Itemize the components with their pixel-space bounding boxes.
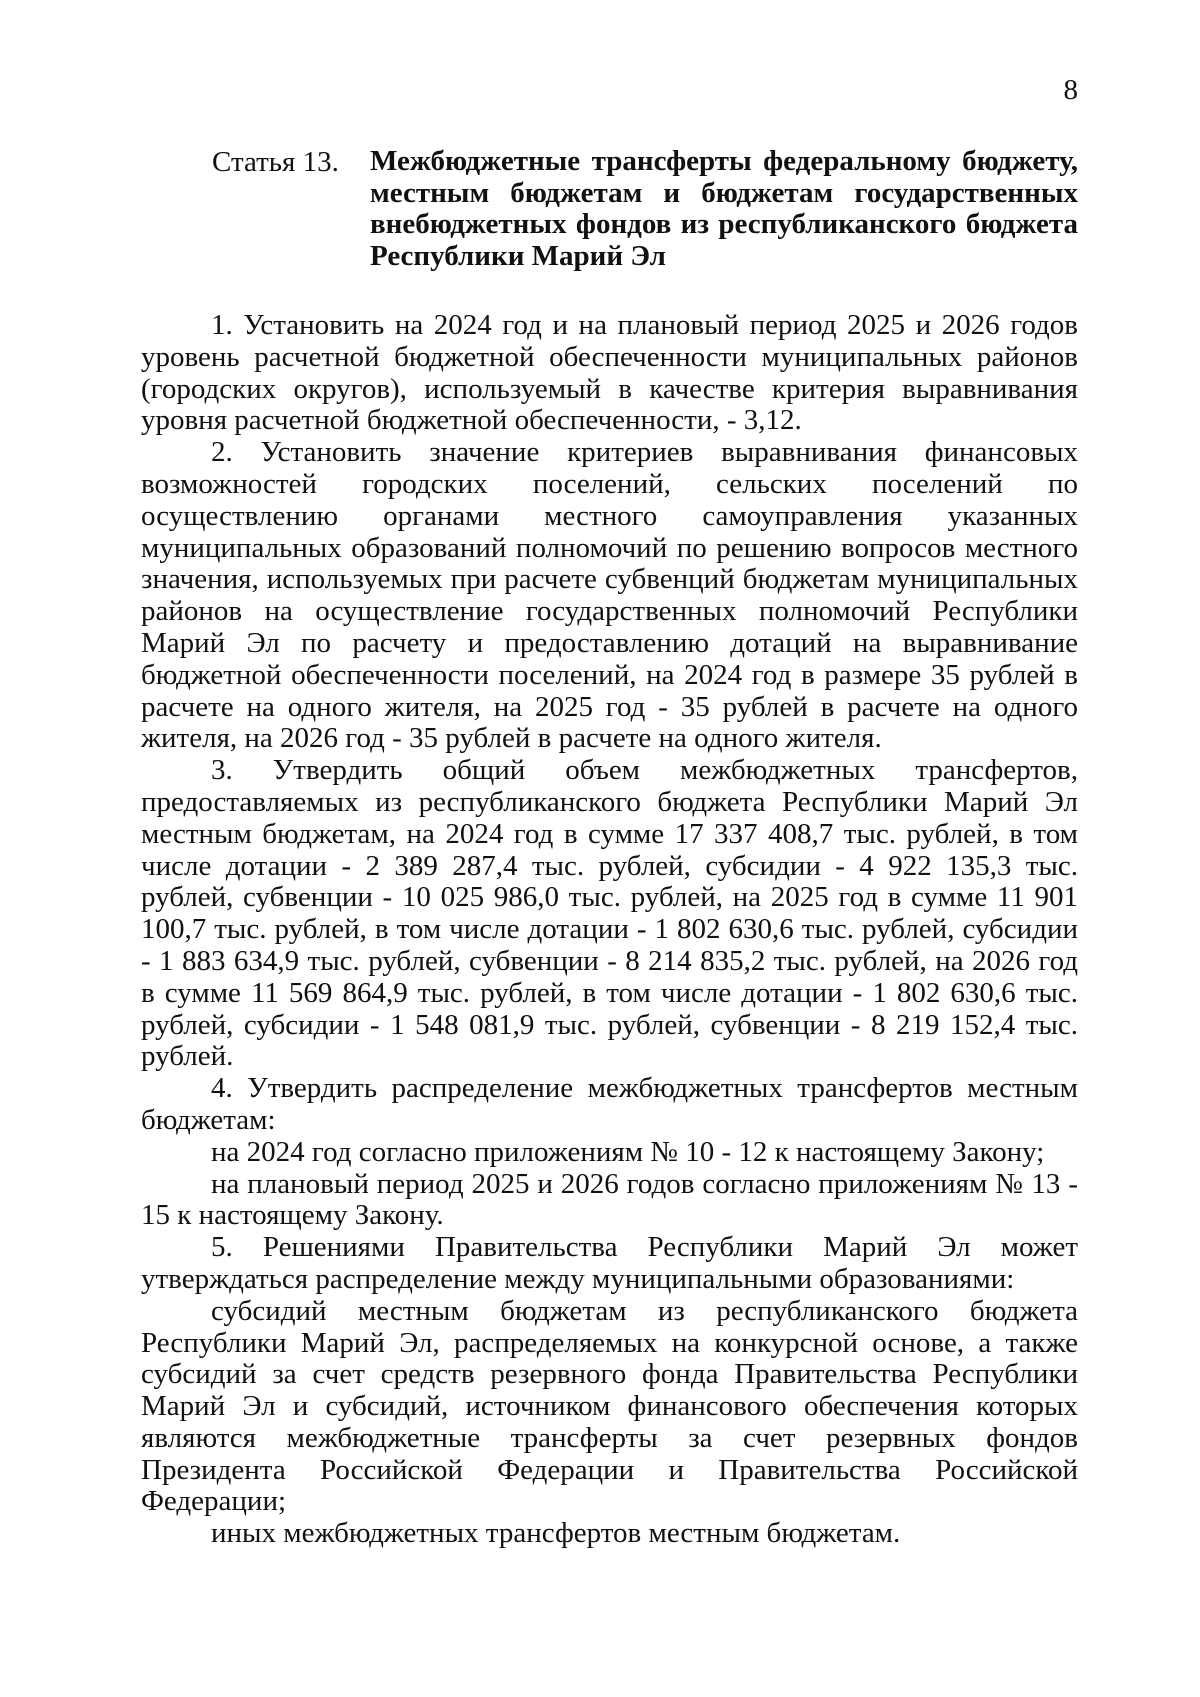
article-header: [212, 146, 1078, 272]
article-label: Статья 13.: [212, 146, 339, 178]
paragraph-5: 5. Решениями Правительства Республики Марий Эл может утверждаться распределение между муниципальными образованиями:: [141, 1231, 1078, 1295]
article-body: [141, 310, 1078, 1550]
paragraph-5-item-1: субсидий местным бюджетам из республиканского бюджета Республики Марий Эл, распределяемых на конкурсной основе, а также субсидий за счет средств резервного фонда Правительства Республики Марий Эл и субсидий, источником финансового обеспечения которых являются межбюджетные трансферты за счет резервных фондов Президента Российской Федерации и Правительства Российской Федерации;: [141, 1294, 1078, 1518]
paragraph-4-item-1: на 2024 год согласно приложениям № 10 - 12 к настоящему Закону;: [211, 1135, 1045, 1168]
paragraph-5-item-2: иных межбюджетных трансфертов местным бюджетам.: [211, 1517, 901, 1550]
page-number: 8: [1063, 74, 1078, 106]
article-title: Межбюджетные трансферты федеральному бюджету, местным бюджетам и бюджетам государственных внебюджетных фондов из республиканского бюджета Республики Марий Эл: [370, 145, 1078, 272]
paragraph-3: 3. Утвердить общий объем межбюджетных трансфертов, предоставляемых из республиканского бюджета Республики Марий Эл местным бюджетам, на 2024 год в сумме 17 337 408,7 тыс. рублей, в том числе дотации - 2 389 287,4 тыс. рублей, субсидии - 4 922 135,3 тыс. рублей, субвенции - 10 025 986,0 тыс. рублей, на 2025 год в сумме 11 901 100,7 тыс. рублей, в том числе дотации - 1 802 630,6 тыс. рублей, субсидии - 1 883 634,9 тыс. рублей, субвенции - 8 214 835,2 тыс. рублей, на 2026 год в сумме 11 569 864,9 тыс. рублей, в том числе дотации - 1 802 630,6 тыс. рублей, субсидии - 1 548 081,9 тыс. рублей, субвенции - 8 219 152,4 тыс. рублей.: [141, 754, 1078, 1073]
paragraph-1: 1. Установить на 2024 год и на плановый период 2025 и 2026 годов уровень расчетной бюджетной обеспеченности муниципальных районов (городских округов), используемый в качестве критерия выравнивания уровня расчетной бюджетной обеспеченности, - 3,12.: [141, 309, 1078, 437]
paragraph-4: 4. Утвердить распределение межбюджетных трансфертов местным бюджетам:: [141, 1072, 1078, 1136]
paragraph-2: 2. Установить значение критериев выравнивания финансовых возможностей городских поселений, сельских поселений по осуществлению органами местного самоуправления указанных муниципальных образований полномочий по решению вопросов местного значения, используемых при расчете субвенций бюджетам муниципальных районов на осуществление государственных полномочий Республики Марий Эл по расчету и предоставлению дотаций на выравнивание бюджетной обеспеченности поселений, на 2024 год в размере 35 рублей в расчете на одного жителя, на 2025 год - 35 рублей в расчете на одного жителя, на 2026 год - 35 рублей в расчете на одного жителя.: [141, 436, 1078, 755]
paragraph-4-item-2: на плановый период 2025 и 2026 годов согласно приложениям № 13 - 15 к настоящему Закону.: [141, 1167, 1078, 1232]
